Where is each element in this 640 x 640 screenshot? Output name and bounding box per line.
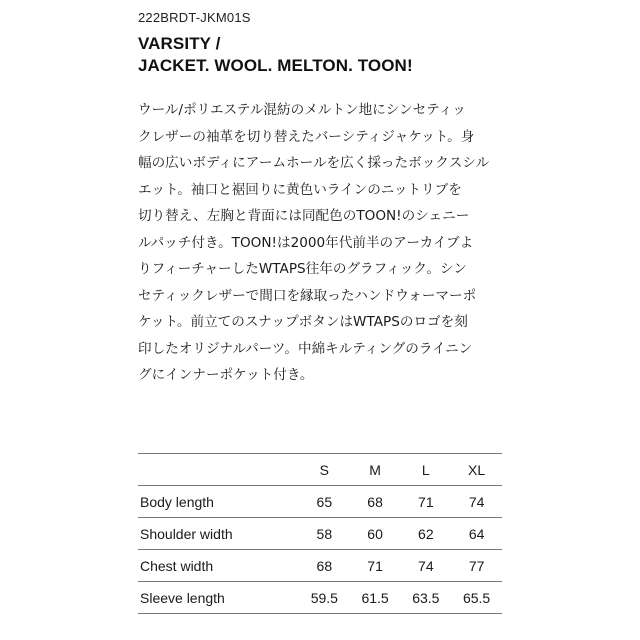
product-title xyxy=(138,33,413,77)
table-row xyxy=(138,518,502,550)
product-title-line-1: VARSITY / xyxy=(138,34,221,53)
description-line: グにインナーポケット付き。 xyxy=(138,367,314,383)
table-cell: 68 xyxy=(350,486,401,518)
table-row xyxy=(138,486,502,518)
table-cell: 71 xyxy=(400,486,451,518)
size-header-l: L xyxy=(400,454,451,486)
description-line: 切り替え、左胸と背面には同配色のTOON!のシェニー xyxy=(138,208,470,224)
size-header-s: S xyxy=(299,454,350,486)
table-cell: 71 xyxy=(350,550,401,582)
row-label-chest-width: Chest width xyxy=(138,550,299,582)
table-cell: 64 xyxy=(451,518,502,550)
description-line: ウール/ポリエステル混紡のメルトン地にシンセティッ xyxy=(138,102,466,118)
table-cell: 74 xyxy=(400,550,451,582)
table-cell: 61.5 xyxy=(350,582,401,614)
description-line: 印したオリジナルパーツ。中綿キルティングのライニン xyxy=(138,340,473,357)
table-cell: 62 xyxy=(400,518,451,550)
product-description xyxy=(138,97,518,389)
table-row xyxy=(138,550,502,582)
product-title-line-2: JACKET. WOOL. MELTON. TOON! xyxy=(138,56,413,75)
row-label-shoulder-width: Shoulder width xyxy=(138,518,299,550)
description-line: セティックレザーで間口を縁取ったハンドウォーマーポ xyxy=(138,287,477,304)
table-cell: 60 xyxy=(350,518,401,550)
description-line: ケット。前立てのスナップボタンはWTAPSのロゴを刻 xyxy=(138,314,468,330)
description-line: エット。袖口と裾回りに黄色いラインのニットリブを xyxy=(138,181,462,198)
size-table-header-row xyxy=(138,454,502,486)
description-line: 幅の広いボディにアームホールを広く採ったボックスシル xyxy=(138,155,490,171)
table-cell: 65 xyxy=(299,486,350,518)
table-row xyxy=(138,582,502,614)
table-cell: 58 xyxy=(299,518,350,550)
table-cell: 77 xyxy=(451,550,502,582)
table-cell: 74 xyxy=(451,486,502,518)
table-cell: 63.5 xyxy=(400,582,451,614)
description-line: クレザーの袖革を切り替えたバーシティジャケット。身 xyxy=(138,128,475,145)
description-line: りフィーチャーしたWTAPS往年のグラフィック。シン xyxy=(138,261,467,277)
description-line: ルパッチ付き。TOON!は2000年代前半のアーカイブよ xyxy=(138,234,474,251)
product-code: 222BRDT-JKM01S xyxy=(138,10,251,25)
size-header-m: M xyxy=(350,454,401,486)
size-header-xl: XL xyxy=(451,454,502,486)
table-cell: 65.5 xyxy=(451,582,502,614)
table-cell: 68 xyxy=(299,550,350,582)
row-label-body-length: Body length xyxy=(138,486,299,518)
table-cell: 59.5 xyxy=(299,582,350,614)
size-table xyxy=(138,453,502,614)
size-table-corner-cell xyxy=(138,454,299,486)
row-label-sleeve-length: Sleeve length xyxy=(138,582,299,614)
